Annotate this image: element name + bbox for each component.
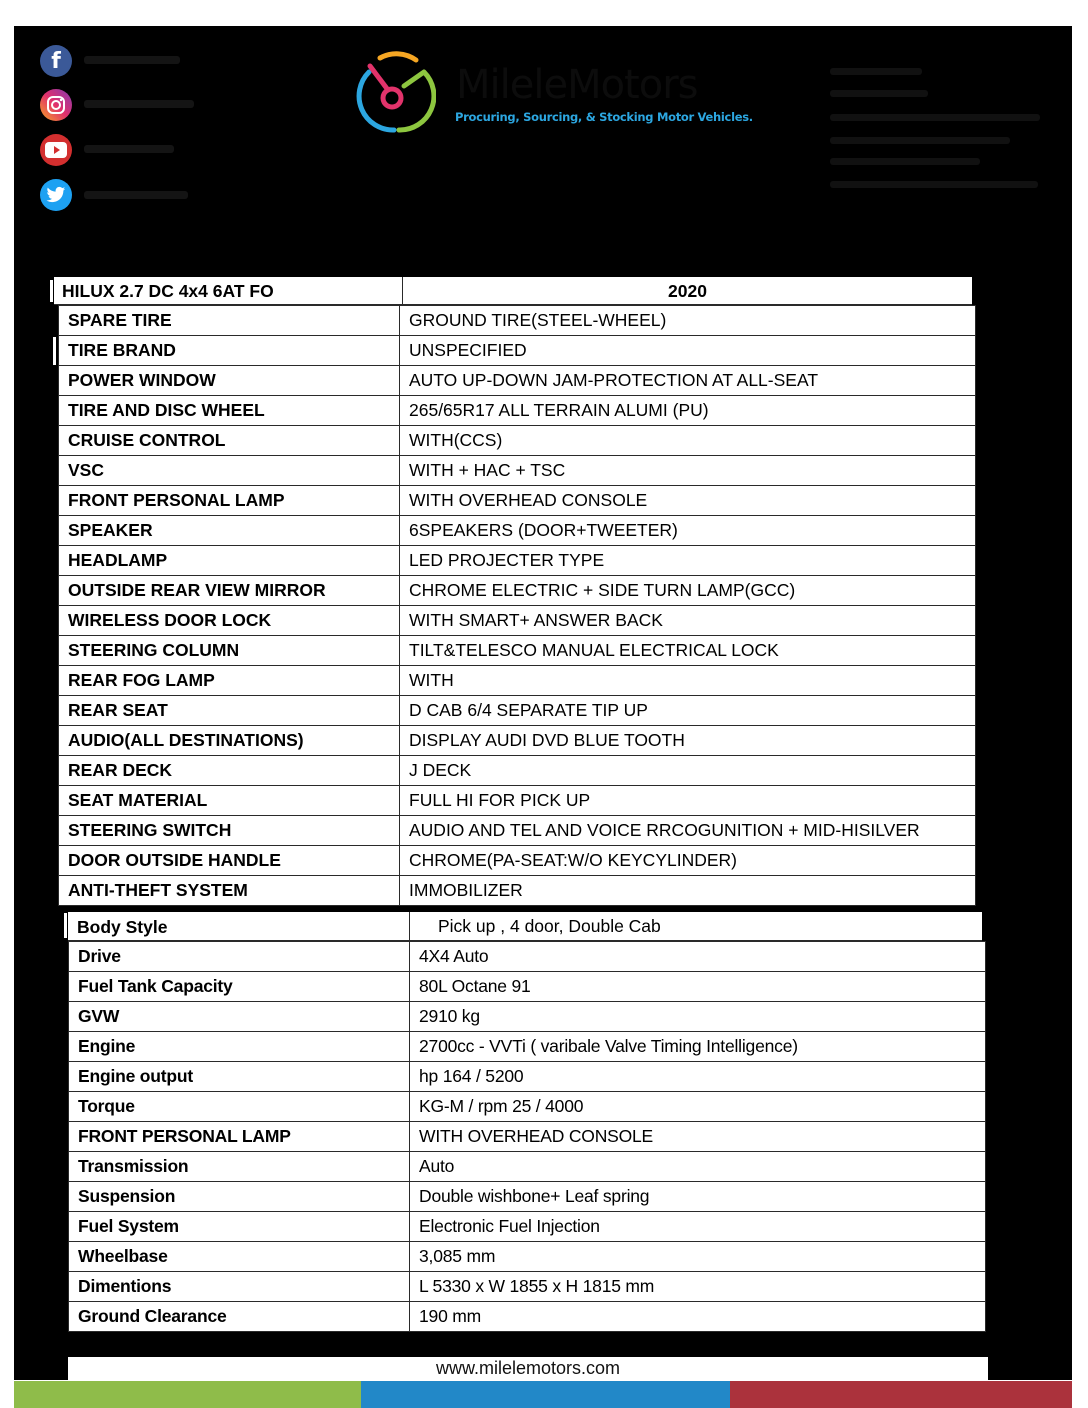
- table-row: [69, 1182, 986, 1212]
- row-value: LED PROJECTER TYPE: [400, 546, 976, 576]
- table-row: [59, 786, 976, 816]
- instagram-icon[interactable]: [40, 89, 72, 121]
- row-value: 2700cc - VVTi ( varibale Valve Timing Intelligence): [410, 1032, 986, 1062]
- edge-mark: [64, 913, 67, 938]
- footer-bar-blue: [361, 1381, 730, 1408]
- row-value: 265/65R17 ALL TERRAIN ALUMI (PU): [400, 396, 976, 426]
- row-value: WITH OVERHEAD CONSOLE: [400, 486, 976, 516]
- row-value: WITH + HAC + TSC: [400, 456, 976, 486]
- row-value: 3,085 mm: [410, 1242, 986, 1272]
- table-row: [59, 366, 976, 396]
- row-value: 80L Octane 91: [410, 972, 986, 1002]
- row-label: ANTI-THEFT SYSTEM: [59, 876, 400, 906]
- row-value: AUTO UP-DOWN JAM-PROTECTION AT ALL-SEAT: [400, 366, 976, 396]
- row-label: STEERING SWITCH: [59, 816, 400, 846]
- table-row: [69, 1272, 986, 1302]
- row-value: KG-M / rpm 25 / 4000: [410, 1092, 986, 1122]
- table-row: [59, 816, 976, 846]
- facebook-handle: [84, 56, 180, 64]
- row-value: WITH OVERHEAD CONSOLE: [410, 1122, 986, 1152]
- row-value: 4X4 Auto: [410, 942, 986, 972]
- instagram-handle: [84, 100, 194, 108]
- row-label: VSC: [59, 456, 400, 486]
- row-label: FRONT PERSONAL LAMP: [59, 486, 400, 516]
- row-label: TIRE AND DISC WHEEL: [59, 396, 400, 426]
- row-label: SPEAKER: [59, 516, 400, 546]
- table-row: [59, 756, 976, 786]
- model-year: 2020: [668, 281, 707, 301]
- row-label: Dimentions: [69, 1272, 410, 1302]
- table-row: [59, 696, 976, 726]
- table-row: [69, 1032, 986, 1062]
- row-value: AUDIO AND TEL AND VOICE RRCOGUNITION + MID-HISILVER: [400, 816, 976, 846]
- row-value: Electronic Fuel Injection: [410, 1212, 986, 1242]
- address-line: [830, 68, 922, 75]
- address-line: [830, 114, 1040, 121]
- table-row: [69, 1212, 986, 1242]
- row-value: GROUND TIRE(STEEL-WHEEL): [400, 306, 976, 336]
- row-value: Double wishbone+ Leaf spring: [410, 1182, 986, 1212]
- table-row: [69, 942, 986, 972]
- milele-logo-icon: [354, 50, 436, 134]
- row-value: FULL HI FOR PICK UP: [400, 786, 976, 816]
- model-name: HILUX 2.7 DC 4x4 6AT FO: [54, 277, 403, 304]
- facebook-icon[interactable]: f: [40, 45, 72, 77]
- row-value: Auto: [410, 1152, 986, 1182]
- row-label: Fuel System: [69, 1212, 410, 1242]
- table-row: [59, 306, 976, 336]
- address-line: [830, 158, 980, 165]
- row-label: DOOR OUTSIDE HANDLE: [59, 846, 400, 876]
- table-row: [59, 726, 976, 756]
- row-value: WITH(CCS): [400, 426, 976, 456]
- row-label: REAR SEAT: [59, 696, 400, 726]
- row-label: Engine: [69, 1032, 410, 1062]
- youtube-icon[interactable]: [40, 134, 72, 166]
- table-row: [59, 636, 976, 666]
- row-value: WITH SMART+ ANSWER BACK: [400, 606, 976, 636]
- body-style-label: Body Style: [68, 912, 410, 940]
- table-row: [59, 456, 976, 486]
- edge-mark: [50, 280, 53, 302]
- row-value: IMMOBILIZER: [400, 876, 976, 906]
- row-value: 2910 kg: [410, 1002, 986, 1032]
- brand-name: MileleMotors: [456, 62, 698, 108]
- row-value: DISPLAY AUDI DVD BLUE TOOTH: [400, 726, 976, 756]
- row-value: UNSPECIFIED: [400, 336, 976, 366]
- table-row: [59, 576, 976, 606]
- table-row: [59, 396, 976, 426]
- row-label: REAR DECK: [59, 756, 400, 786]
- row-label: SPARE TIRE: [59, 306, 400, 336]
- row-label: Transmission: [69, 1152, 410, 1182]
- brand-tagline: Procuring, Sourcing, & Stocking Motor Vehicles.: [455, 110, 753, 124]
- table-row: [59, 876, 976, 906]
- address-line: [830, 181, 1038, 188]
- row-value: CHROME ELECTRIC + SIDE TURN LAMP(GCC): [400, 576, 976, 606]
- row-value: hp 164 / 5200: [410, 1062, 986, 1092]
- row-label: Drive: [69, 942, 410, 972]
- row-label: STEERING COLUMN: [59, 636, 400, 666]
- body-style-row: [68, 912, 982, 941]
- table-row: [59, 666, 976, 696]
- table-row: [69, 1242, 986, 1272]
- table-row: [69, 1122, 986, 1152]
- table-row: [69, 1062, 986, 1092]
- row-value: L 5330 x W 1855 x H 1815 mm: [410, 1272, 986, 1302]
- row-label: Torque: [69, 1092, 410, 1122]
- row-value: WITH: [400, 666, 976, 696]
- row-label: AUDIO(ALL DESTINATIONS): [59, 726, 400, 756]
- row-label: FRONT PERSONAL LAMP: [69, 1122, 410, 1152]
- youtube-handle: [84, 145, 174, 153]
- table-row: [69, 972, 986, 1002]
- row-label: REAR FOG LAMP: [59, 666, 400, 696]
- row-value: TILT&TELESCO MANUAL ELECTRICAL LOCK: [400, 636, 976, 666]
- address-line: [830, 90, 928, 97]
- row-label: TIRE BRAND: [59, 336, 400, 366]
- table-row: [59, 846, 976, 876]
- twitter-icon[interactable]: [40, 179, 72, 211]
- table-row: [59, 486, 976, 516]
- row-value: D CAB 6/4 SEPARATE TIP UP: [400, 696, 976, 726]
- footer-bar-green: [14, 1381, 361, 1408]
- table-row: [69, 1092, 986, 1122]
- row-value: 6SPEAKERS (DOOR+TWEETER): [400, 516, 976, 546]
- row-label: CRUISE CONTROL: [59, 426, 400, 456]
- body-style-value: Pick up , 4 door, Double Cab: [438, 916, 661, 936]
- row-label: Ground Clearance: [69, 1302, 410, 1332]
- row-label: OUTSIDE REAR VIEW MIRROR: [59, 576, 400, 606]
- table-row: [59, 516, 976, 546]
- row-label: GVW: [69, 1002, 410, 1032]
- row-label: SEAT MATERIAL: [59, 786, 400, 816]
- details-table: [68, 941, 986, 1332]
- row-value: J DECK: [400, 756, 976, 786]
- row-label: WIRELESS DOOR LOCK: [59, 606, 400, 636]
- table-row: [59, 336, 976, 366]
- address-line: [830, 137, 1010, 144]
- spec-table: [58, 305, 976, 906]
- row-label: POWER WINDOW: [59, 366, 400, 396]
- table-row: [59, 606, 976, 636]
- row-value: 190 mm: [410, 1302, 986, 1332]
- row-label: Wheelbase: [69, 1242, 410, 1272]
- row-label: HEADLAMP: [59, 546, 400, 576]
- website-link[interactable]: www.milelemotors.com: [68, 1357, 988, 1380]
- table-row: [69, 1302, 986, 1332]
- table-row: [69, 1152, 986, 1182]
- row-value: CHROME(PA-SEAT:W/O KEYCYLINDER): [400, 846, 976, 876]
- row-label: Suspension: [69, 1182, 410, 1212]
- edge-mark: [53, 337, 56, 365]
- row-label: Fuel Tank Capacity: [69, 972, 410, 1002]
- row-label: Engine output: [69, 1062, 410, 1092]
- twitter-handle: [84, 191, 188, 199]
- table-row: [59, 426, 976, 456]
- footer-bar-red: [730, 1381, 1072, 1408]
- model-header-row: [54, 277, 972, 305]
- table-row: [59, 546, 976, 576]
- table-row: [69, 1002, 986, 1032]
